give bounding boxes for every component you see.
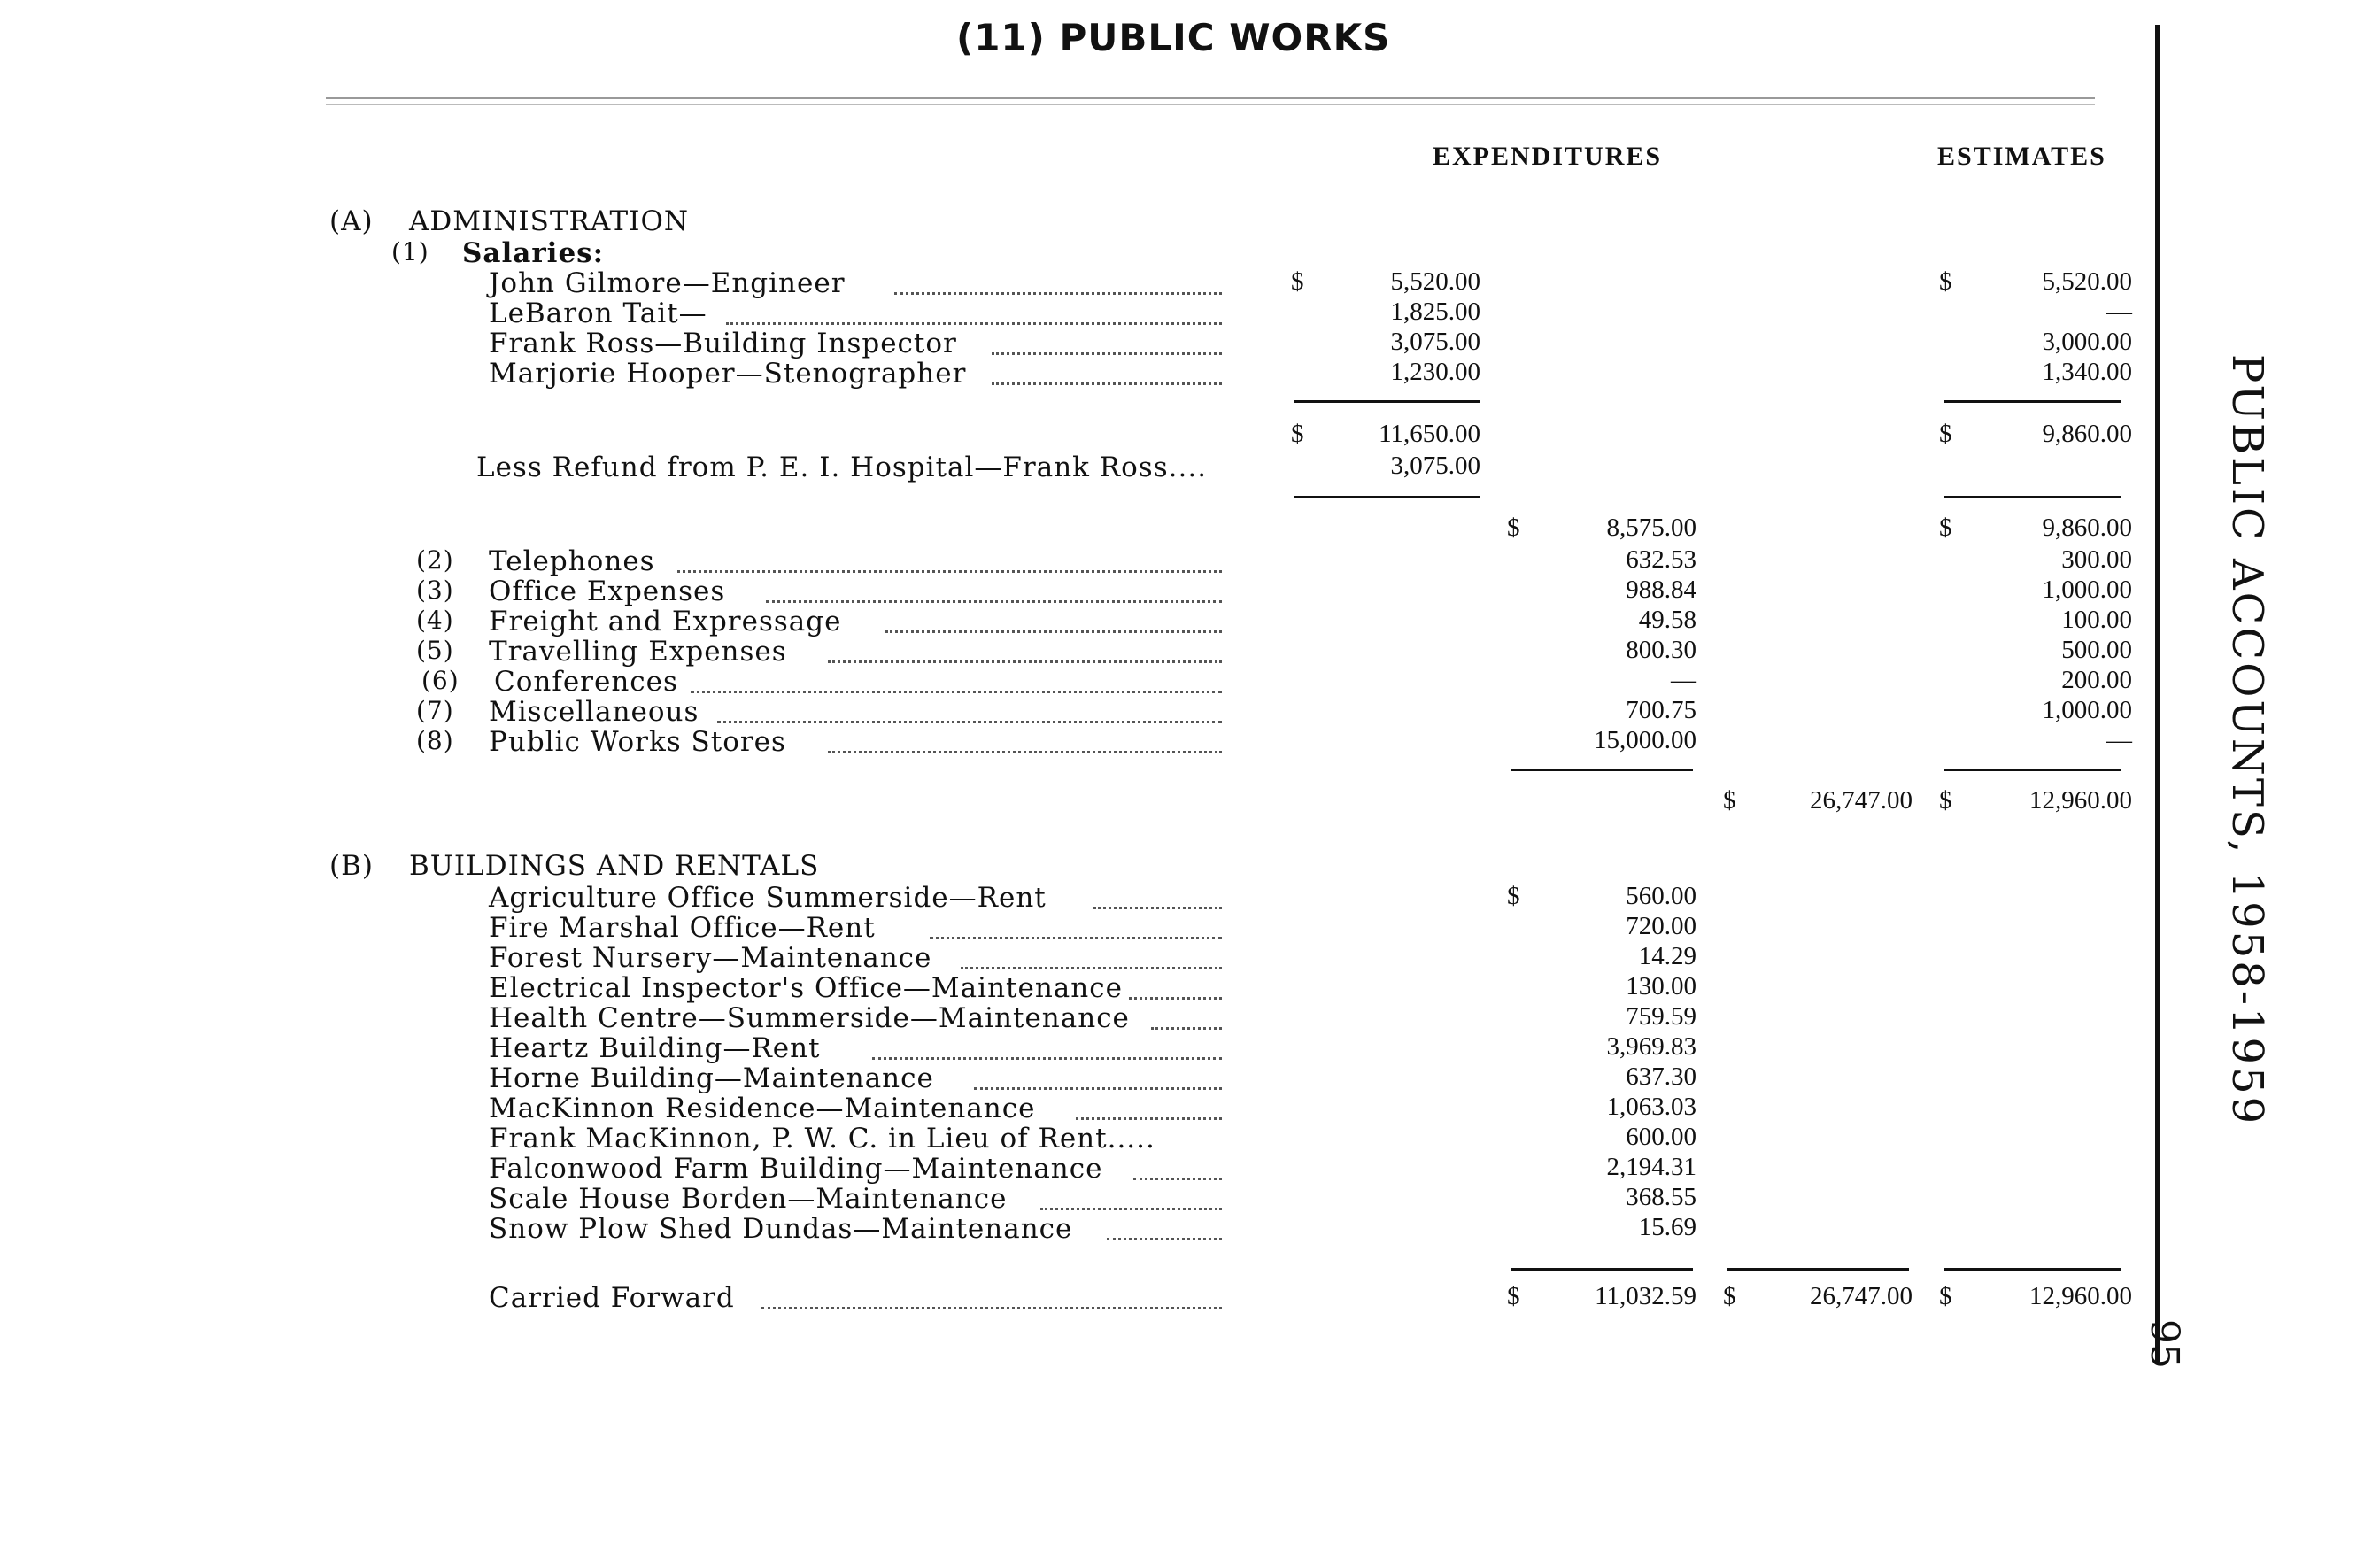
rental-item-name: Frank MacKinnon, P. W. C. in Lieu of Rent..... [489, 1123, 1155, 1155]
total-rule [1511, 1268, 1693, 1271]
item-name: Office Expenses [489, 576, 726, 607]
item-name: Freight and Expressage [489, 606, 842, 637]
item-estimate: 100.00 [2061, 606, 2132, 634]
item-expenditure: 15,000.00 [1594, 726, 1696, 754]
rental-item-expenditure: 720.00 [1626, 912, 1696, 940]
currency-sign: $ [1507, 882, 1520, 910]
rental-item-expenditure: 2,194.31 [1606, 1153, 1696, 1181]
rental-item-name: Horne Building—Maintenance [489, 1062, 934, 1094]
currency-sign: $ [1291, 420, 1304, 448]
rental-item-expenditure: 15.69 [1638, 1213, 1696, 1241]
rental-item-expenditure: 368.55 [1626, 1183, 1696, 1211]
rental-item-name: Health Centre—Summerside—Maintenance [489, 1002, 1130, 1034]
refund-amount: 3,075.00 [1390, 452, 1480, 480]
section-b-label: (B) [329, 850, 374, 882]
item-estimate: 300.00 [2061, 545, 2132, 574]
section-a-label: (A) [329, 205, 374, 237]
refund-label: Less Refund from P. E. I. Hospital—Frank Ross.... [476, 452, 1208, 483]
item-expenditure: 49.58 [1638, 606, 1696, 634]
dot-leader [761, 1307, 1222, 1309]
dot-leader [992, 382, 1222, 385]
item-estimate: — [2106, 726, 2132, 754]
salary-expenditure: 1,230.00 [1390, 358, 1480, 386]
dot-leader [1107, 1238, 1222, 1240]
item-number: (6) [421, 666, 460, 695]
rental-item-expenditure: 3,969.83 [1606, 1032, 1696, 1061]
item-expenditure: — [1671, 666, 1696, 694]
page-number: 95 [2142, 1319, 2187, 1369]
subtotal-rule [1944, 769, 2121, 771]
section-a-title: ADMINISTRATION [409, 205, 690, 237]
dot-leader [726, 322, 1222, 325]
rental-item-name: Fire Marshal Office—Rent [489, 912, 876, 944]
currency-sign: $ [1723, 1282, 1736, 1310]
carried-forward-estimate: 12,960.00 [2029, 1282, 2132, 1310]
currency-sign: $ [1723, 786, 1736, 815]
rental-item-expenditure: 759.59 [1626, 1002, 1696, 1031]
salary-name: LeBaron Tait— [489, 297, 707, 329]
rental-item-expenditure: 1,063.03 [1606, 1093, 1696, 1121]
rental-item-expenditure: 600.00 [1626, 1123, 1696, 1151]
item-estimate: 1,000.00 [2042, 576, 2132, 604]
carried-forward-total: 26,747.00 [1810, 1282, 1912, 1310]
total-rule [1727, 1268, 1909, 1271]
item-name: Miscellaneous [489, 696, 699, 728]
subtotal-rule [1294, 400, 1480, 403]
currency-sign: $ [1507, 1282, 1520, 1310]
dot-leader [961, 967, 1222, 969]
currency-sign: $ [1291, 267, 1304, 296]
carried-forward-label: Carried Forward [489, 1282, 735, 1314]
dot-leader [974, 1087, 1222, 1090]
dot-leader [992, 352, 1222, 355]
salary-estimate: 5,520.00 [2042, 267, 2132, 296]
rental-item-name: MacKinnon Residence—Maintenance [489, 1093, 1036, 1124]
dot-leader [828, 660, 1222, 663]
header-rule [326, 97, 2095, 99]
subtotal-rule [1944, 400, 2121, 403]
rental-item-name: Snow Plow Shed Dundas—Maintenance [489, 1213, 1073, 1245]
salary-estimate: 1,340.00 [2042, 358, 2132, 386]
rental-item-name: Forest Nursery—Maintenance [489, 942, 932, 974]
subtotal-rule [1294, 496, 1480, 498]
salary-expenditure: 5,520.00 [1390, 267, 1480, 296]
rental-item-name: Heartz Building—Rent [489, 1032, 821, 1064]
item-number: (8) [416, 726, 454, 755]
section-a-total-estimate: 12,960.00 [2029, 786, 2132, 815]
salary-expenditure: 1,825.00 [1390, 297, 1480, 326]
item-number: (2) [416, 545, 454, 575]
item-number: (4) [416, 606, 454, 635]
salaries-heading: Salaries: [462, 237, 605, 269]
salary-estimate: 3,000.00 [2042, 328, 2132, 356]
dot-leader [1133, 1178, 1222, 1180]
item-estimate: 1,000.00 [2042, 696, 2132, 724]
rental-item-expenditure: 560.00 [1626, 882, 1696, 910]
salary-name: Marjorie Hooper—Stenographer [489, 358, 967, 390]
item-estimate: 500.00 [2061, 636, 2132, 664]
currency-sign: $ [1939, 1282, 1952, 1310]
currency-sign: $ [1939, 267, 1952, 296]
header-rule-thin [326, 104, 2095, 105]
item-name: Telephones [489, 545, 655, 577]
dot-leader [894, 292, 1222, 295]
carried-forward-subtotal: 11,032.59 [1595, 1282, 1696, 1310]
rental-item-expenditure: 637.30 [1626, 1062, 1696, 1091]
salary-estimate: — [2106, 297, 2132, 326]
item-expenditure: 632.53 [1626, 545, 1696, 574]
dot-leader [872, 1057, 1222, 1060]
item-name: Conferences [494, 666, 678, 698]
section-b-title: BUILDINGS AND RENTALS [409, 850, 820, 882]
item-name: Travelling Expenses [489, 636, 787, 668]
item-number: (7) [416, 696, 454, 725]
salaries-total-estimate: 9,860.00 [2042, 420, 2132, 448]
item-expenditure: 700.75 [1626, 696, 1696, 724]
dot-leader [828, 751, 1222, 753]
dot-leader [691, 691, 1222, 693]
item-number: (5) [416, 636, 454, 665]
column-header-expenditures: EXPENDITURES [1433, 142, 1663, 171]
item-number: (3) [416, 576, 454, 605]
currency-sign: $ [1939, 420, 1952, 448]
dot-leader [766, 600, 1222, 603]
rental-item-name: Falconwood Farm Building—Maintenance [489, 1153, 1103, 1185]
dot-leader [1040, 1208, 1222, 1210]
currency-sign: $ [1507, 514, 1520, 542]
net-salaries-expenditure: 8,575.00 [1606, 514, 1696, 542]
subtotal-rule [1511, 769, 1693, 771]
dot-leader [677, 570, 1222, 573]
dot-leader [1151, 1027, 1222, 1030]
rental-item-expenditure: 130.00 [1626, 972, 1696, 1000]
column-header-estimates: ESTIMATES [1937, 142, 2106, 171]
salaries-total-expenditure: 11,650.00 [1379, 420, 1480, 448]
rental-item-name: Electrical Inspector's Office—Maintenance [489, 972, 1123, 1004]
net-salaries-estimate: 9,860.00 [2042, 514, 2132, 542]
salaries-number: (1) [391, 237, 429, 267]
salary-name: John Gilmore—Engineer [489, 267, 846, 299]
rental-item-expenditure: 14.29 [1638, 942, 1696, 970]
dot-leader [1093, 907, 1222, 909]
dot-leader [885, 630, 1222, 633]
item-expenditure: 988.84 [1626, 576, 1696, 604]
running-head: PUBLIC ACCOUNTS, 1958-1959 [2222, 354, 2272, 1127]
total-rule [1944, 1268, 2121, 1271]
item-expenditure: 800.30 [1626, 636, 1696, 664]
item-name: Public Works Stores [489, 726, 786, 758]
dot-leader [930, 937, 1222, 939]
margin-rule [2155, 25, 2160, 1362]
dot-leader [717, 721, 1222, 723]
currency-sign: $ [1939, 514, 1952, 542]
rental-item-name: Scale House Borden—Maintenance [489, 1183, 1008, 1215]
dot-leader [1076, 1117, 1222, 1120]
subtotal-rule [1944, 496, 2121, 498]
section-a-total-expenditure: 26,747.00 [1810, 786, 1912, 815]
page-title: (11) PUBLIC WORKS [956, 16, 1391, 59]
currency-sign: $ [1939, 786, 1952, 815]
rental-item-name: Agriculture Office Summerside—Rent [489, 882, 1047, 914]
salary-expenditure: 3,075.00 [1390, 328, 1480, 356]
item-estimate: 200.00 [2061, 666, 2132, 694]
dot-leader [1129, 997, 1222, 1000]
salary-name: Frank Ross—Building Inspector [489, 328, 957, 359]
